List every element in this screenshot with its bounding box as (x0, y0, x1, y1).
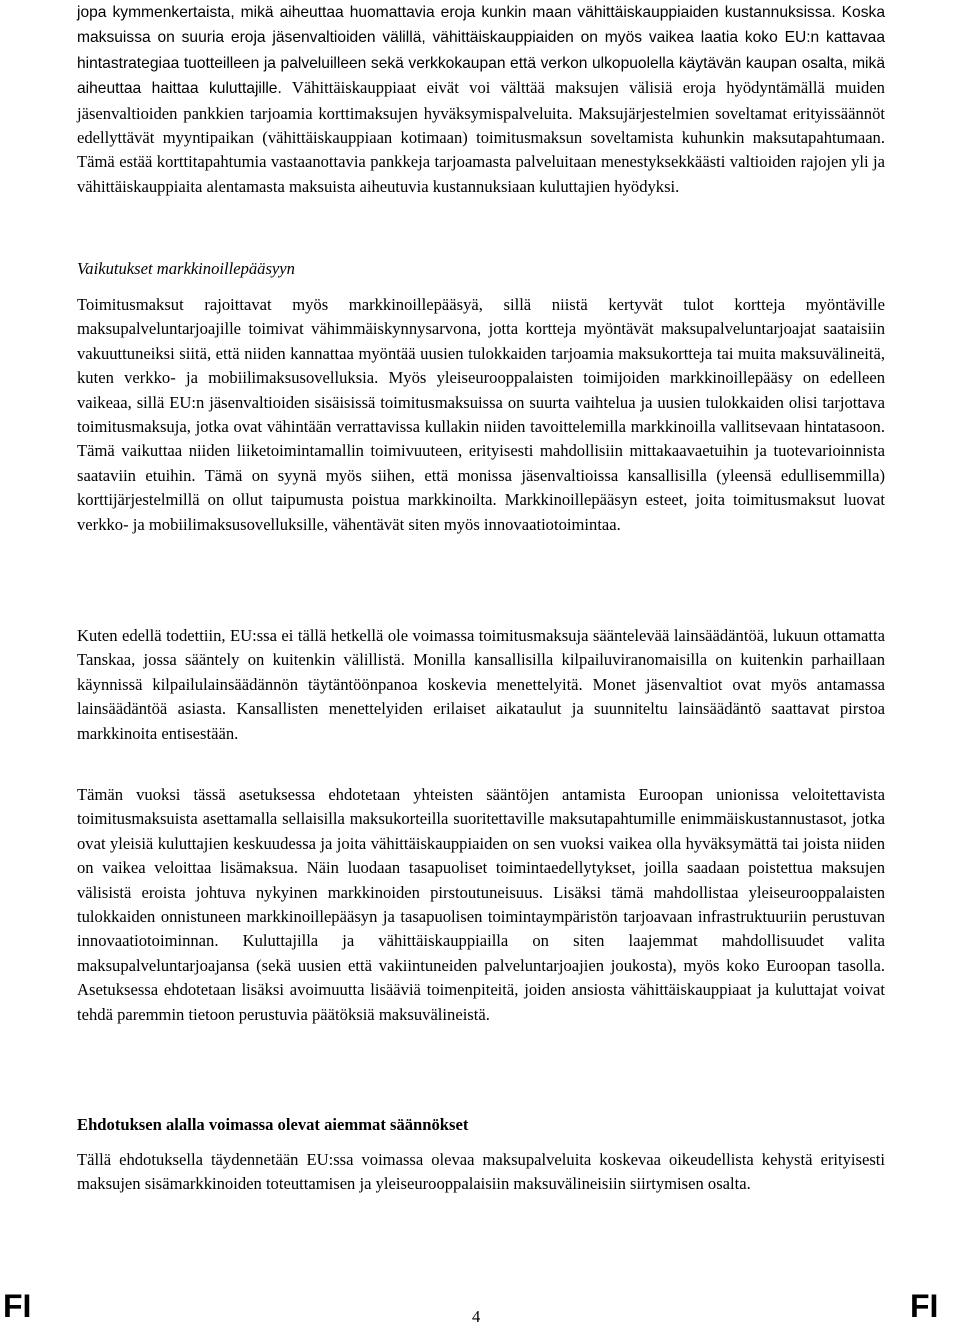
paragraph: Tällä ehdotuksella täydennetään EU:ssa voimassa olevaa maksupalveluita koskevaa oikeudellista kehystä erityisesti maksujen sisämarkkinoiden toteuttamisen ja yleiseurooppalaisiin maksuvälineisiin siirtymisen osalta. (77, 1150, 885, 1194)
section-subheading: Vaikutukset markkinoillepääsyyn (77, 259, 295, 278)
paragraph: Tämän vuoksi tässä asetuksessa ehdotetaan yhteisten sääntöjen antamista Euroopan unionissa veloitettavista toimitusmaksuista asettamalla sellaisilla maksukorteilla suoritettaville maksutapahtumille enimmäiskustannustasot, jotka ovat yleisiä kuluttajien keskuudessa ja joita vähittäiskauppiaiden on sen vuoksi vaikea olla hyväksymättä tai joista niiden on vaikea veloittaa lisämaksua. Näin luodaan tasapuoliset toimintaedellytykset, joilla saadaan poistettua maksujen välisistä eroista johtuva nykyinen markkinoiden pirstoutuneisuus. Lisäksi tämä mahdollistaa yleiseurooppalaisten tulokkaiden onnistuneen markkinoillepääsyn ja tasapuolisen toimintaympäristön tarjoavaan infrastruktuuriin perustuvan innovaatiotoiminnan. Kuluttajilla ja vähittäiskauppiailla on siten laajemmat mahdollisuudet valita maksupalveluntarjoajansa (sekä uusien että vakiintuneiden palveluntarjoajien joukosta), myös koko Euroopan tasolla. Asetuksessa ehdotetaan lisäksi avoimuutta lisääviä toimenpiteitä, joiden ansiosta vähittäiskauppiaat ja kuluttajat voivat tehdä paremmin tietoon perustuvia päätöksiä maksuvälineistä. (77, 785, 885, 1024)
paragraph-segment: Vähittäiskauppiaat eivät voi välttää maksujen välisiä eroja hyödyntämällä muiden jäsenvaltioiden pankkien tarjoamia korttimaksujen hyväksymispalveluita. Maksujärjestelmien soveltamat erityissäännöt edellyttävät myyntipaikan (vähittäiskauppiaan kotimaan) toimitusmaksun soveltamista kuhunkin maksutapahtumaan. Tämä estää korttitapahtumia vastaanottavia pankkeja tarjoamasta palveluitaan menestyksekkäästi valtioiden rajojen yli ja vähittäiskauppiaita alentamasta maksuista aiheutuvia kustannuksiaan kuluttajien hyödyksi. (77, 78, 885, 196)
paragraph (77, 0, 885, 199)
footer-language-code-right: FI (910, 1288, 939, 1324)
section-heading: Ehdotuksen alalla voimassa olevat aiemmat säännökset (77, 1115, 469, 1134)
paragraph-segment: jopa kymmenkertaista, mikä aiheuttaa huomattavia eroja kunkin maan vähittäiskauppiaiden kustannuksissa. Koska maksuissa on suuria eroja jäsenvaltioiden välillä, vähittäiskauppiaiden on myös vaikea laatia koko EU:n kattavaa hintastrategiaa tuotteilleen ja palveluilleen sekä verkkokaupan että verkon ulkopuolella käytävän kaupan osalta, mikä aiheuttaa haittaa kuluttajille. (77, 4, 885, 98)
page-number: 4 (472, 1307, 481, 1326)
paragraph: Kuten edellä todettiin, EU:ssa ei tällä hetkellä ole voimassa toimitusmaksuja sääntelevää lainsäädäntöä, lukuun ottamatta Tanskaa, jossa sääntely on kuitenkin välillistä. Monilla kansallisilla kilpailuviranomaisilla on kuitenkin parhaillaan käynnissä kilpailulainsäädännön täytäntöönpanoa koskevia menettelyitä. Monet jäsenvaltiot ovat myös antamassa lainsäädäntöä asiasta. Kansallisten menettelyiden erilaiset aikataulut ja suunniteltu lainsäädäntö saattavat pirstoa markkinoita entisestään. (77, 626, 885, 743)
paragraph: Toimitusmaksut rajoittavat myös markkinoillepääsyä, sillä niistä kertyvät tulot kortteja myöntäville maksupalveluntarjoajille toimivat vähimmäiskynnysarvona, jotta kortteja myöntävät maksupalveluntarjoajat saataisiin vakuuttuneiksi siitä, että niiden kannattaa myöntää uusien tulokkaiden tarjoamia maksukortteja tai muita maksuvälineitä, kuten verkko- ja mobiilimaksusovelluksia. Myös yleiseurooppalaisten toimijoiden markkinoillepääsy on edelleen vaikeaa, sillä EU:n jäsenvaltioiden sisäisissä toimitusmaksuissa on suurta vaihtelua ja uusien tulokkaiden olisi tarjottava toimitusmaksuja, jotka ovat vähintään verrattavissa kullakin niiden tavoittelemilla markkinoilla vallitsevaan hintatasoon. Tämä vaikuttaa niiden liiketoimintamallin toimivuuteen, erityisesti mahdollisiin mittakaavaetuihin ja tuotevarioinnista saataviin etuihin. Tämä on syynä myös siihen, että monissa jäsenvaltioissa kansallisilla (yleensä edullisemmilla) korttijärjestelmillä on ollut taipumusta poistua markkinoilta. Markkinoillepääsyn esteet, joita toimitusmaksut luovat verkko- ja mobiilimaksusovelluksille, vähentävät siten myös innovaatiotoimintaa. (77, 295, 885, 534)
footer-language-code-left: FI (3, 1288, 32, 1324)
